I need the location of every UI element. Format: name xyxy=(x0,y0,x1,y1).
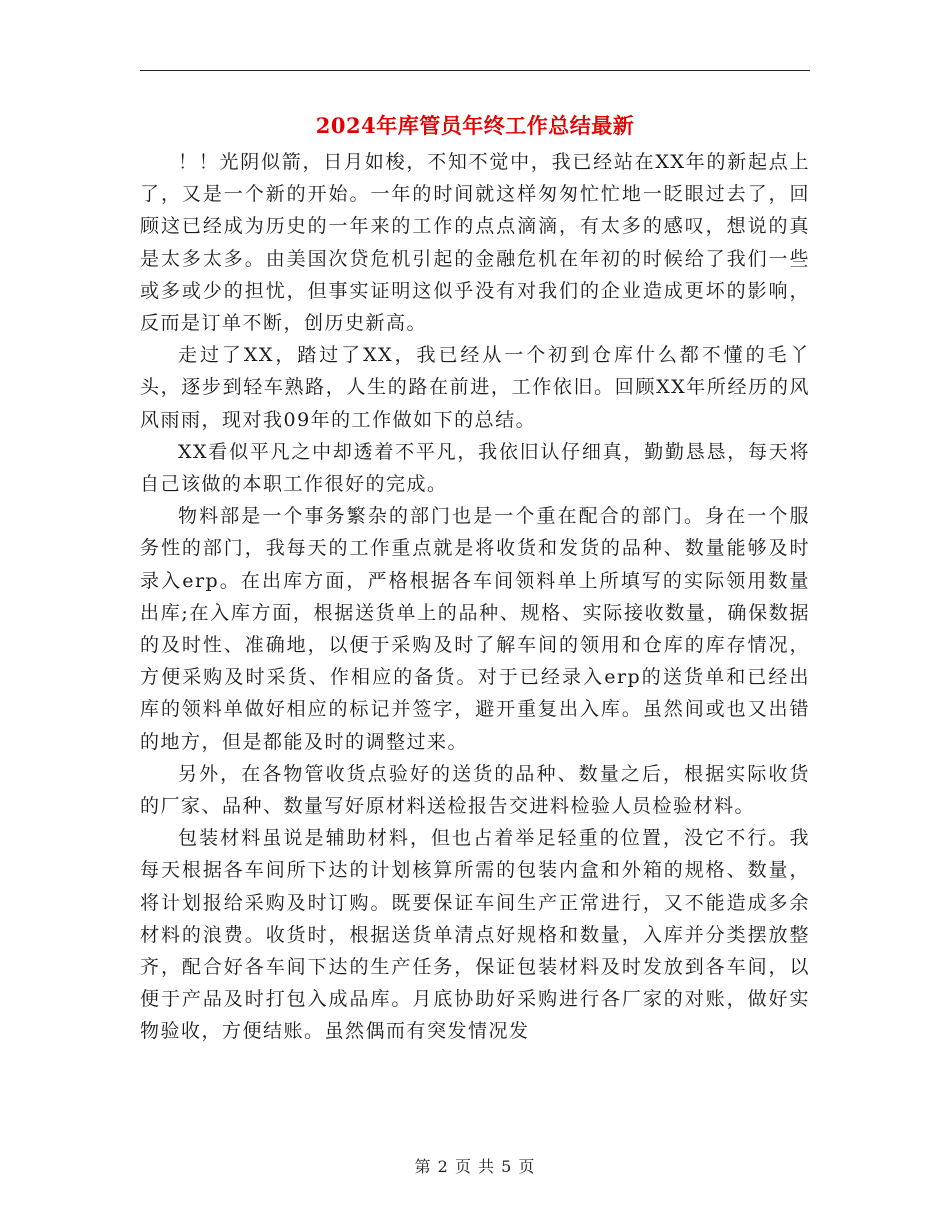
paragraph-3: XX看似平凡之中却透着不平凡，我依旧认仔细真，勤勤恳恳，每天将自己该做的本职工作很好的完成。 xyxy=(140,440,810,496)
paragraph-6: 包装材料虽说是辅助材料，但也占着举足轻重的位置，没它不行。我每天根据各车间所下达的计划核算所需的包装内盒和外箱的规格、数量，将计划报给采购及时订购。既要保证车间生产正常进行，又不能造成多余材料的浪费。收货时，根据送货单清点好规格和数量，入库并分类摆放整齐，配合好各车间下达的生产任务，保证包装材料及时发放到各车间，以便于产品及时打包入成品库。月底协助好采购进行各厂家的对账，做好实物验收，方便结账。虽然偶而有突发情况发 xyxy=(140,827,810,1043)
header-rule xyxy=(140,70,810,71)
document-body xyxy=(140,146,810,1048)
paragraph-4: 物料部是一个事务繁杂的部门也是一个重在配合的部门。身在一个服务性的部门，我每天的工作重点就是将收货和发货的品种、数量能够及时录入erp。在出库方面，严格根据各车间领料单上所填写的实际领用数量出库;在入库方面，根据送货单上的品种、规格、实际接收数量，确保数据的及时性、准确地，以便于采购及时了解车间的领用和仓库的库存情况，方便采购及时采货、作相应的备货。对于已经录入erp的送货单和已经出库的领料单做好相应的标记并签字，避开重复出入库。虽然间或也又出错的地方，但是都能及时的调整过来。 xyxy=(140,505,810,753)
document-title: 2024年库管员年终工作总结最新 xyxy=(315,113,635,138)
page-footer xyxy=(0,1154,950,1177)
paragraph-1: ！！光阴似箭，日月如梭，不知不觉中，我已经站在XX年的新起点上了，又是一个新的开始。一年的时间就这样匆匆忙忙地一眨眼过去了，回顾这已经成为历史的一年来的工作的点点滴滴，有太多的感叹，想说的真是太多太多。由美国次贷危机引起的金融危机在年初的时候给了我们一些或多或少的担忧，但事实证明这似乎没有对我们的企业造成更坏的影响，反而是订单不断，创历史新高。 xyxy=(140,151,810,335)
paragraph-5: 另外，在各物管收货点验好的送货的品种、数量之后，根据实际收货的厂家、品种、数量写好原材料送检报告交进料检验人员检验材料。 xyxy=(140,762,810,818)
page-number: 第 2 页 共 5 页 xyxy=(414,1157,536,1176)
paragraph-2: 走过了XX，踏过了XX，我已经从一个初到仓库什么都不懂的毛丫头，逐步到轻车熟路，人生的路在前进，工作依旧。回顾XX年所经历的风风雨雨，现对我09年的工作做如下的总结。 xyxy=(140,344,810,431)
